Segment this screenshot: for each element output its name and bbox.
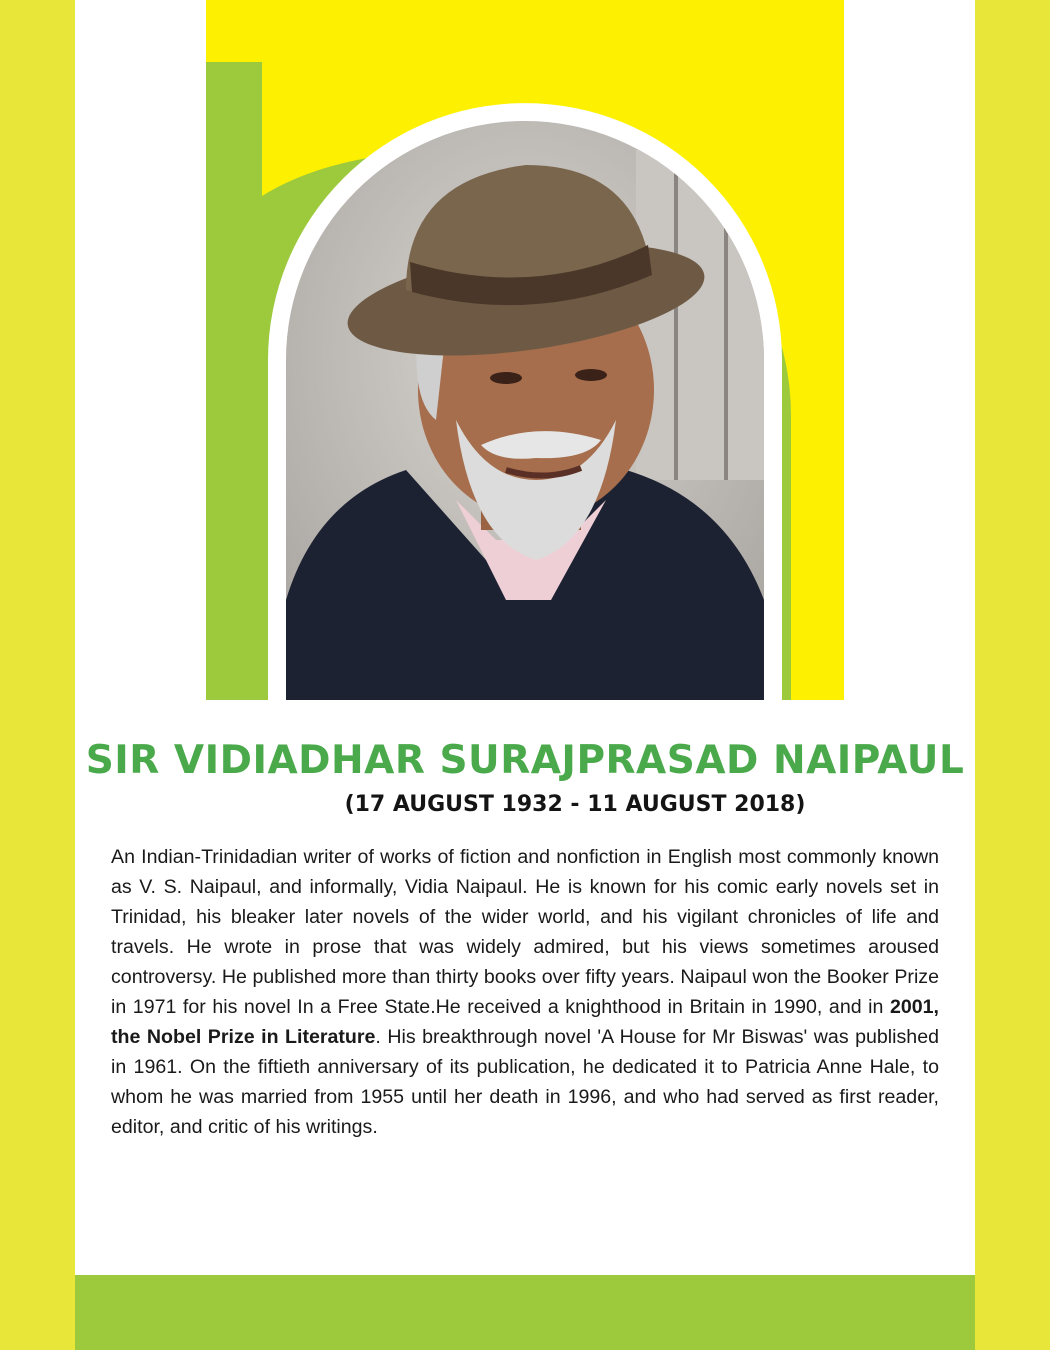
bio-text-part-2: . His breakthrough novel 'A House for Mr Biswas' was published in 1961. On the fiftieth anniversary of its publication, he dedicated it to Patricia Anne Hale, to whom he was married from 1955 until her death in 1996, and who had served as first reader, editor, and critic of his writings. bbox=[111, 1026, 939, 1138]
footer-bar bbox=[75, 1275, 975, 1350]
portrait-frame bbox=[206, 0, 844, 700]
bio-bold-highlight: 2001, the Nobel Prize in Literature bbox=[111, 996, 939, 1048]
life-dates: (17 AUGUST 1932 - 11 AUGUST 2018) bbox=[344, 792, 806, 817]
biography-paragraph bbox=[111, 842, 939, 1142]
bio-text-part-1: An Indian-Trinidadian writer of works of fiction and nonfiction in English most commonly known as V. S. Naipaul, and informally, Vidia Naipaul. He is known for his comic early novels set in Trinidad, his bleaker later novels of the wider world, and his vigilant chronicles of life and travels. He wrote in prose that was widely admired, but his views sometimes aroused controversy. He published more than thirty books over fifty years. Naipaul won the Booker Prize in 1971 for his novel In a Free State.He received a knighthood in Britain in 1990, and in bbox=[111, 846, 939, 1018]
page-title: SIR VIDIADHAR SURAJPRASAD NAIPAUL bbox=[85, 738, 965, 783]
portrait-photo bbox=[286, 120, 764, 700]
